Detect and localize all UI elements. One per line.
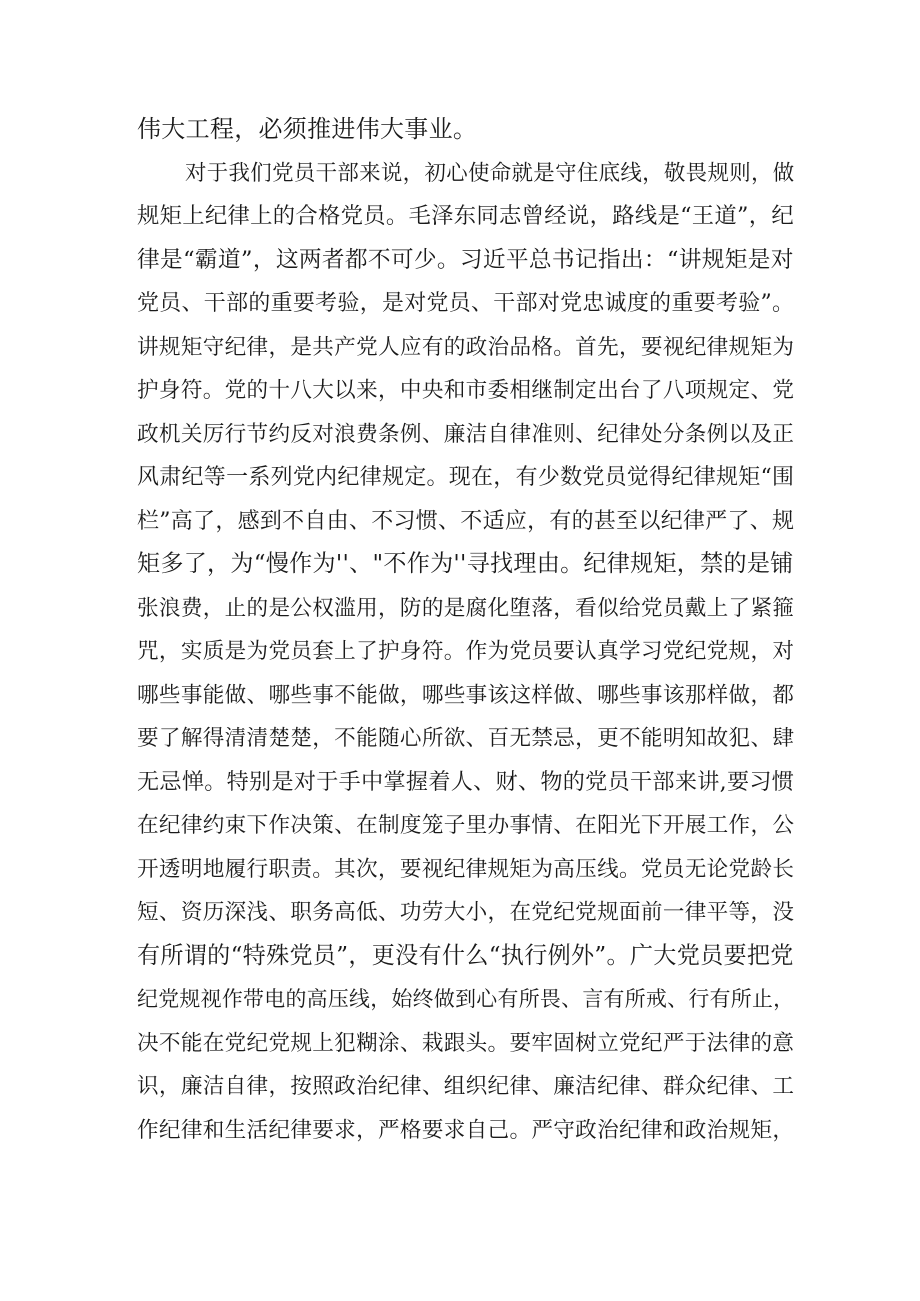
text-line: 在纪律约束下作决策、在制度笼子里办事情、在阳光下开展工作，公 [137,813,795,838]
text-line: 政机关厉行节约反对浪费条例、廉洁自律准则、纪律处分条例以及正 [137,421,795,447]
text-line: 规矩上纪律上的合格党员。毛泽东同志曾经说，路线是“王道”，纪 [137,203,795,229]
text-line: 张浪费，止的是公权滥用，防的是腐化堕落，看似给党员戴上了紧箍 [137,595,795,621]
paragraph-first-line: 对于我们党员干部来说，初心使命就是守住底线，敬畏规则，做 [185,160,795,186]
text-line: 风肃纪等一系列党内纪律规定。现在，有少数党员觉得纪律规矩“围 [137,465,795,490]
text-line: 哪些事能做、哪些事不能做，哪些事该这样做、哪些事该那样做，都 [137,682,795,708]
text-line: 矩多了，为“慢作为''、"不作为''寻找理由。纪律规矩，禁的是铺 [137,551,794,577]
text-line: 党员、干部的重要考验，是对党员、干部对党忠诚度的重要考验”。 [137,291,795,316]
text-line: 短、资历深浅、职务高低、功劳大小，在党纪党规面前一律平等，没 [137,900,795,925]
text-line: 护身符。党的十八大以来，中央和市委相继制定出台了八项规定、党 [137,378,795,403]
text-line: 栏”高了，感到不自由、不习惯、不适应，有的甚至以纪律严了、规 [137,508,795,534]
text-line: 伟大工程，必须推进伟大事业。 [137,115,478,143]
text-line: 讲规矩守纪律，是共产党人应有的政治品格。首先，要视纪律规矩为 [137,334,795,360]
text-line: 纪党规视作带电的高压线，始终做到心有所畏、言有所戒、行有所止， [137,987,795,1011]
text-line: 无忌惮。特别是对于手中掌握着人、财、物的党员干部来讲,要习惯 [137,768,795,795]
text-line: 作纪律和生活纪律要求，严格要求自己。严守政治纪律和政治规矩， [137,1117,795,1143]
text-line: 决不能在党纪党规上犯糊涂、栽跟头。要牢固树立党纪严于法律的意 [137,1030,795,1056]
text-line: 咒，实质是为党员套上了护身符。作为党员要认真学习党纪党规，对 [137,639,795,664]
body-text [137,108,797,1152]
text-line: 要了解得清清楚楚，不能随心所欲、百无禁忌，更不能明知故犯、肆 [137,726,795,751]
text-line: 开透明地履行职责。其次，要视纪律规矩为高压线。党员无论党龄长 [137,856,795,882]
text-line: 有所谓的“特殊党员”，更没有什么“执行例外”。广大党员要把党 [137,942,794,969]
text-line: 识，廉洁自律，按照政治纪律、组织纪律、廉洁纪律、群众纪律、工 [137,1074,795,1099]
text-line: 律是“霸道”，这两者都不可少。习近平总书记指出：“讲规矩是对 [137,246,794,273]
